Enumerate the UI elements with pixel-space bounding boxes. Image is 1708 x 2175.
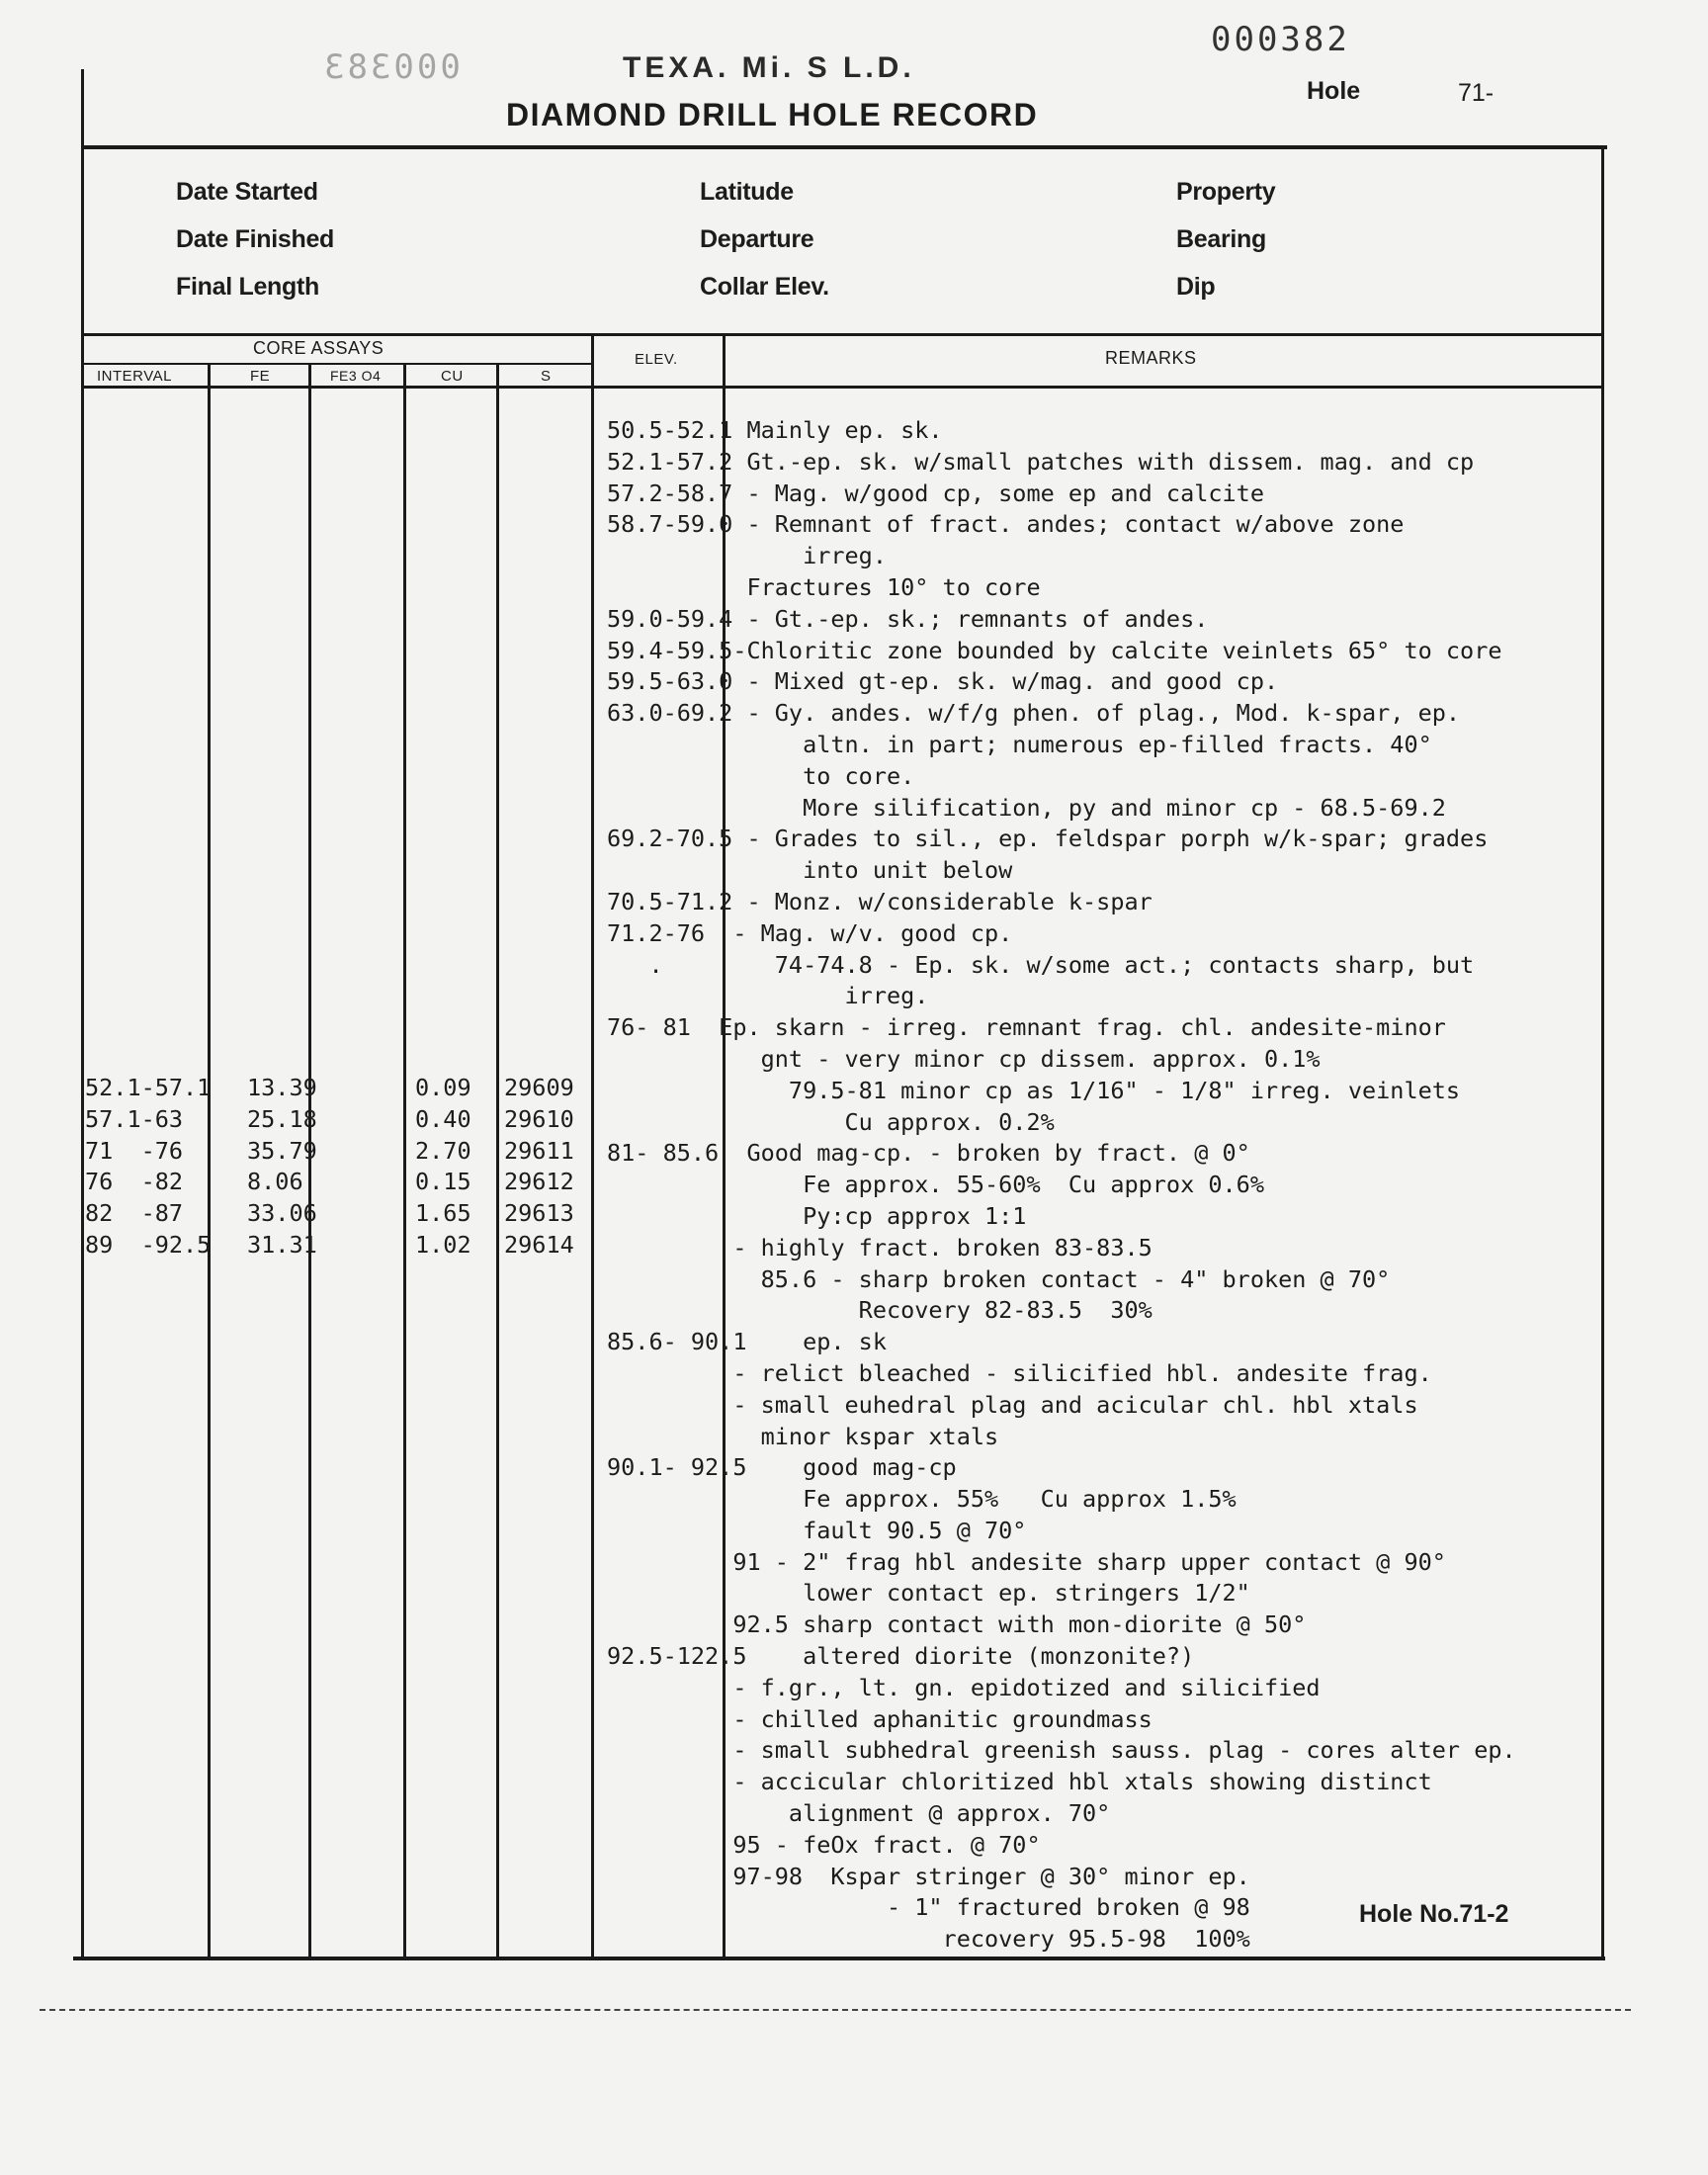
dip-label: Dip bbox=[1176, 273, 1216, 301]
bearing-label: Bearing bbox=[1176, 225, 1266, 253]
log-line: Recovery 82-83.5 30% bbox=[607, 1296, 1153, 1325]
log-line: - highly fract. broken 83-83.5 bbox=[607, 1233, 1153, 1262]
log-line: - f.gr., lt. gn. epidotized and silicified bbox=[607, 1673, 1321, 1701]
log-line: - small subhedral greenish sauss. plag - cores alter ep. bbox=[607, 1736, 1516, 1765]
assay-fe-cell: 13.39 bbox=[247, 1074, 317, 1101]
final-length-label: Final Length bbox=[176, 273, 319, 301]
date-finished-label: Date Finished bbox=[176, 225, 335, 253]
log-line: altn. in part; numerous ep-filled fracts. 40° bbox=[607, 730, 1432, 758]
form-title: DIAMOND DRILL HOLE RECORD bbox=[506, 97, 1039, 132]
log-line: irreg. bbox=[607, 542, 887, 570]
latitude-label: Latitude bbox=[700, 178, 794, 206]
remarks-header: REMARKS bbox=[1105, 348, 1197, 368]
assay-interval-cell: 71 -76 bbox=[85, 1136, 184, 1165]
assay-s-cell: 29612 bbox=[504, 1168, 574, 1196]
assay-fe-cell: 8.06 bbox=[247, 1168, 303, 1196]
log-line: 50.5-52.1 Mainly ep. sk. bbox=[607, 416, 943, 444]
elev-header: ELEV. bbox=[635, 351, 678, 368]
log-line: - small euhedral plag and acicular chl. hbl xtals bbox=[607, 1390, 1418, 1419]
assay-fe-cell: 25.18 bbox=[247, 1104, 317, 1133]
log-line: 92.5 sharp contact with mon-diorite @ 50° bbox=[607, 1610, 1307, 1639]
log-line: 92.5-122.5 altered diorite (monzonite?) bbox=[607, 1642, 1195, 1671]
log-line: into unit below bbox=[607, 856, 1013, 885]
assay-cu-cell: 0.40 bbox=[415, 1104, 471, 1133]
log-line: 59.0-59.4 - Gt.-ep. sk.; remnants of andes. bbox=[607, 604, 1209, 633]
log-line: gnt - very minor cp dissem. approx. 0.1% bbox=[607, 1044, 1321, 1073]
log-line: Fractures 10° to core bbox=[607, 572, 1041, 601]
log-line: - relict bleached - silicified hbl. andesite frag. bbox=[607, 1358, 1432, 1387]
document-number-stamp: 000382 bbox=[1211, 20, 1350, 59]
hole-label: Hole bbox=[1307, 77, 1361, 105]
log-line: to core. bbox=[607, 761, 915, 790]
fe-header: FE bbox=[250, 368, 271, 385]
log-line: Fe approx. 55% Cu approx 1.5% bbox=[607, 1485, 1237, 1514]
assay-interval-cell: 82 -87 bbox=[85, 1199, 184, 1228]
core-assays-header: CORE ASSAYS bbox=[253, 338, 384, 358]
assay-cu-cell: 2.70 bbox=[415, 1136, 471, 1165]
footer-hole-number: Hole No.71-2 bbox=[1359, 1900, 1509, 1928]
log-line: 85.6- 90.1 ep. sk bbox=[607, 1328, 887, 1356]
hole-number: 71- bbox=[1458, 79, 1494, 107]
assay-interval-cell: 57.1-63 bbox=[85, 1104, 184, 1133]
departure-label: Departure bbox=[700, 225, 814, 253]
assay-interval-cell: 76 -82 bbox=[85, 1168, 184, 1196]
log-line: More silification, py and minor cp - 68.5-69.2 bbox=[607, 793, 1446, 822]
log-line: 76- 81 Ep. skarn - irreg. remnant frag. chl. andesite-minor bbox=[607, 1013, 1446, 1042]
assay-fe-cell: 35.79 bbox=[247, 1136, 317, 1165]
date-started-label: Date Started bbox=[176, 178, 318, 206]
log-line: Py:cp approx 1:1 bbox=[607, 1201, 1027, 1230]
log-line: recovery 95.5-98 100% bbox=[607, 1925, 1250, 1954]
assay-cu-cell: 0.09 bbox=[415, 1074, 471, 1101]
log-line: 59.4-59.5-Chloritic zone bounded by calcite veinlets 65° to core bbox=[607, 636, 1502, 664]
assay-cu-cell: 1.65 bbox=[415, 1199, 471, 1228]
assay-s-cell: 29610 bbox=[504, 1104, 574, 1133]
interval-header: INTERVAL bbox=[97, 368, 172, 385]
assay-interval-cell: 89 -92.5 bbox=[85, 1231, 212, 1259]
log-line: Fe approx. 55-60% Cu approx 0.6% bbox=[607, 1171, 1264, 1199]
log-line: 58.7-59.0 - Remnant of fract. andes; contact w/above zone bbox=[607, 510, 1405, 539]
log-line: alignment @ approx. 70° bbox=[607, 1799, 1111, 1828]
log-line: fault 90.5 @ 70° bbox=[607, 1516, 1027, 1544]
log-line: Cu approx. 0.2% bbox=[607, 1107, 1055, 1136]
log-line: 97-98 Kspar stringer @ 30° minor ep. bbox=[607, 1862, 1250, 1890]
log-line: 90.1- 92.5 good mag-cp bbox=[607, 1453, 957, 1482]
log-line: 59.5-63.0 - Mixed gt-ep. sk. w/mag. and good cp. bbox=[607, 667, 1279, 696]
log-line: 52.1-57.2 Gt.-ep. sk. w/small patches with dissem. mag. and cp bbox=[607, 447, 1475, 476]
s-header: S bbox=[541, 368, 552, 385]
assay-s-cell: 29614 bbox=[504, 1231, 574, 1259]
assay-s-cell: 29613 bbox=[504, 1199, 574, 1228]
assay-s-cell: 29609 bbox=[504, 1074, 574, 1101]
log-line: - chilled aphanitic groundmass bbox=[607, 1704, 1153, 1733]
assay-cu-cell: 1.02 bbox=[415, 1231, 471, 1259]
log-line: lower contact ep. stringers 1/2" bbox=[607, 1579, 1250, 1608]
fe3o4-header: FE3 O4 bbox=[330, 368, 382, 384]
log-line: 57.2-58.7 - Mag. w/good cp, some ep and calcite bbox=[607, 478, 1264, 507]
log-line: 79.5-81 minor cp as 1/16" - 1/8" irreg. veinlets bbox=[607, 1076, 1461, 1104]
log-line: 63.0-69.2 - Gy. andes. w/f/g phen. of plag., Mod. k-spar, ep. bbox=[607, 699, 1461, 728]
assay-fe-cell: 31.31 bbox=[247, 1231, 317, 1259]
cu-header: CU bbox=[441, 368, 464, 385]
log-line: - 1" fractured broken @ 98 bbox=[607, 1893, 1250, 1922]
assay-fe-cell: 33.06 bbox=[247, 1199, 317, 1228]
log-line: minor kspar xtals bbox=[607, 1422, 999, 1450]
assay-interval-cell: 52.1-57.1 bbox=[85, 1074, 212, 1101]
bottom-dashed-line bbox=[40, 2009, 1631, 2011]
mirrored-bleedthrough-stamp: 000383 bbox=[321, 47, 461, 87]
assay-s-cell: 29611 bbox=[504, 1136, 574, 1165]
assay-cu-cell: 0.15 bbox=[415, 1168, 471, 1196]
log-line: 85.6 - sharp broken contact - 4" broken @ 70° bbox=[607, 1264, 1391, 1293]
log-line: 69.2-70.5 - Grades to sil., ep. feldspar porph w/k-spar; grades bbox=[607, 825, 1489, 853]
collar-elev-label: Collar Elev. bbox=[700, 273, 829, 301]
log-line: - accicular chloritized hbl xtals showing distinct bbox=[607, 1768, 1432, 1796]
log-line: 71.2-76 - Mag. w/v. good cp. bbox=[607, 918, 1013, 947]
log-line: irreg. bbox=[607, 982, 929, 1010]
company-name: TEXA. Mi. S L.D. bbox=[623, 51, 915, 84]
log-line: 81- 85.6 Good mag-cp. - broken by fract. @ 0° bbox=[607, 1139, 1250, 1168]
log-line: 95 - feOx fract. @ 70° bbox=[607, 1830, 1041, 1859]
log-line: 70.5-71.2 - Monz. w/considerable k-spar bbox=[607, 887, 1153, 915]
drill-log bbox=[607, 415, 1516, 1956]
log-line: 91 - 2" frag hbl andesite sharp upper contact @ 90° bbox=[607, 1547, 1446, 1576]
log-line: . 74-74.8 - Ep. sk. w/some act.; contacts sharp, but bbox=[607, 950, 1475, 979]
property-label: Property bbox=[1176, 178, 1276, 206]
